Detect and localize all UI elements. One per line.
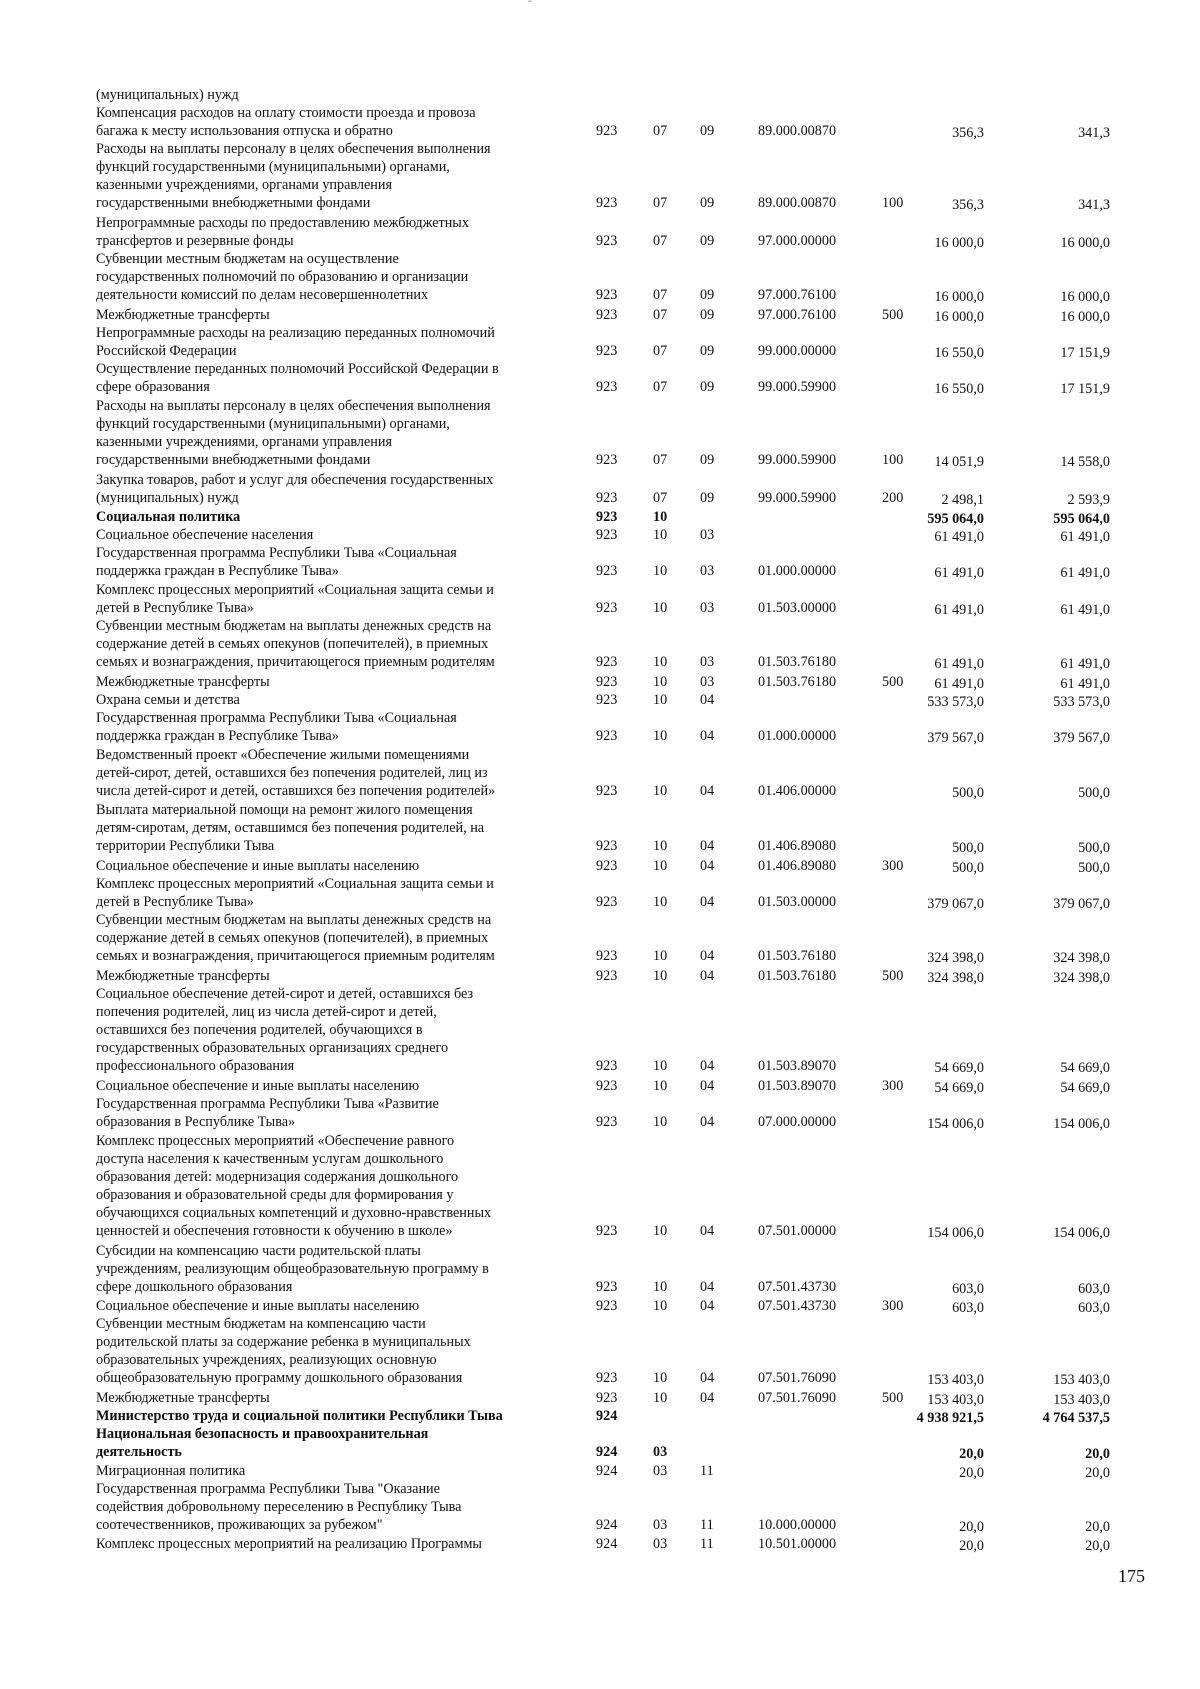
row-section-code: 10 [653,1114,668,1130]
row-target-article: 01.406.00000 [758,783,837,799]
row-name: Государственная программа Республики Тыва «Социальная поддержка граждан в Республике Тыва» [96,710,457,744]
row-name: Субвенции местным бюджетам на выплаты денежных средств на содержание детей в семьях опекунов (попечителей), в приемных семьях и вознаграждения, причитающегося приемным родителям [96,912,495,964]
row-amount-year1: 14 051,9 [934,454,984,470]
row-target-article: 01.503.00000 [758,600,837,616]
row-target-article: 99.000.59900 [758,490,837,506]
row-target-article: 07.501.43730 [758,1298,837,1314]
row-amount-year2: 154 006,0 [1053,1116,1110,1132]
row-section-code: 10 [653,1279,668,1295]
row-name: Социальное обеспечение детей-сирот и детей, оставшихся без попечения родителей, лиц из числа детей-сирот и детей, оставшихся без попечения родителей, обучающихся в государственных образовательных организациях среднего профессионального образования [96,986,474,1074]
row-admin-code: 923 [596,838,618,854]
row-amount-year2: 16 000,0 [1060,235,1110,251]
row-admin-code: 923 [596,858,618,874]
row-amount-year2: 61 491,0 [1060,676,1110,692]
scan-mark: ˆ [528,0,532,11]
row-target-article: 97.000.76100 [758,307,837,323]
row-admin-code: 924 [596,1517,618,1533]
row-amount-year2: 17 151,9 [1060,381,1110,397]
row-amount-year1: 356,3 [952,125,984,141]
row-amount-year1: 61 491,0 [934,565,984,581]
row-section-code: 10 [653,1078,668,1094]
row-subsection-code: 04 [700,1279,715,1295]
row-subsection-code: 09 [700,307,715,323]
row-amount-year2: 603,0 [1078,1281,1110,1297]
row-section-code: 07 [653,307,668,323]
row-section-code: 10 [653,858,668,874]
row-admin-code: 923 [596,307,618,323]
row-section-code: 10 [653,1223,668,1239]
row-amount-year1: 500,0 [952,860,984,876]
row-amount-year2: 500,0 [1078,785,1110,801]
row-expense-type: 200 [882,490,904,506]
row-amount-year1: 20,0 [959,1538,984,1554]
row-target-article: 99.000.59900 [758,452,837,468]
row-amount-year2: 54 669,0 [1060,1060,1110,1076]
row-target-article: 07.501.76090 [758,1370,837,1386]
row-section-code: 10 [653,674,668,690]
row-section-code: 10 [653,1298,668,1314]
row-target-article: 89.000.00870 [758,195,837,211]
row-subsection-code: 09 [700,379,715,395]
row-section-code: 10 [653,728,668,744]
row-section-code: 10 [653,692,668,708]
row-section-code: 10 [653,654,668,670]
row-amount-year2: 16 000,0 [1060,289,1110,305]
row-target-article: 07.501.00000 [758,1223,837,1239]
row-amount-year1: 500,0 [952,785,984,801]
row-subsection-code: 04 [700,1370,715,1386]
row-section-code: 07 [653,379,668,395]
row-amount-year1: 154 006,0 [927,1116,984,1132]
row-admin-code: 923 [596,948,618,964]
row-admin-code: 923 [596,563,618,579]
row-name: Социальное обеспечение и иные выплаты населению [96,1298,420,1314]
row-admin-code: 924 [596,1408,618,1424]
row-section-code: 10 [653,527,668,543]
row-subsection-code: 03 [700,674,715,690]
row-target-article: 97.000.76100 [758,287,837,303]
row-subsection-code: 04 [700,968,715,984]
row-amount-year1: 324 398,0 [927,950,984,966]
row-amount-year1: 61 491,0 [934,676,984,692]
row-amount-year2: 324 398,0 [1053,950,1110,966]
row-subsection-code: 04 [700,1078,715,1094]
row-expense-type: 300 [882,1298,904,1314]
row-name: Осуществление переданных полномочий Российской Федерации в сфере образования [96,361,499,395]
row-target-article: 01.503.89070 [758,1058,837,1074]
row-name: Закупка товаров, работ и услуг для обеспечения государственных (муниципальных) нужд [96,472,494,506]
row-amount-year1: 54 669,0 [934,1080,984,1096]
row-amount-year2: 324 398,0 [1053,970,1110,986]
row-name: Субсидии на компенсацию части родительской платы учреждениям, реализующим общеобразовательную программу в сфере дошкольного образования [96,1243,489,1295]
row-section-code: 03 [653,1463,668,1479]
row-amount-year2: 379 567,0 [1053,730,1110,746]
row-amount-year2: 61 491,0 [1060,602,1110,618]
row-amount-year1: 603,0 [952,1281,984,1297]
row-amount-year2: 20,0 [1085,1519,1110,1535]
row-name: Расходы на выплаты персоналу в целях обеспечения выполнения функций государственными (муниципальными) органами, казенными учреждениями, органами управления государственными внебюджетными фондами [96,398,491,468]
row-admin-code: 923 [596,1298,618,1314]
row-amount-year2: 379 067,0 [1053,896,1110,912]
row-amount-year1: 153 403,0 [927,1392,984,1408]
row-name: Миграционная политика [96,1463,246,1479]
row-admin-code: 923 [596,527,618,543]
row-amount-year1: 16 000,0 [934,235,984,251]
row-subsection-code: 03 [700,654,715,670]
row-amount-year2: 500,0 [1078,840,1110,856]
row-amount-year1: 16 000,0 [934,309,984,325]
row-admin-code: 923 [596,343,618,359]
row-name: Социальное обеспечение и иные выплаты населению [96,858,420,874]
row-admin-code: 923 [596,654,618,670]
row-subsection-code: 09 [700,490,715,506]
row-name: Компенсация расходов на оплату стоимости проезда и провоза багажа к месту использования отпуска и обратно [96,105,476,139]
row-amount-year1: 533 573,0 [927,694,984,710]
row-amount-year2: 603,0 [1078,1300,1110,1316]
row-admin-code: 923 [596,600,618,616]
row-target-article: 07.501.43730 [758,1279,837,1295]
row-subsection-code: 11 [700,1463,714,1479]
row-section-code: 07 [653,123,668,139]
row-amount-year1: 61 491,0 [934,656,984,672]
row-amount-year1: 16 550,0 [934,381,984,397]
row-target-article: 01.503.76180 [758,674,837,690]
row-subsection-code: 04 [700,692,715,708]
row-section-code: 07 [653,452,668,468]
row-name: Комплекс процессных мероприятий «Социальная защита семьи и детей в Республике Тыва» [96,876,494,910]
row-target-article: 07.000.00000 [758,1114,837,1130]
row-section-code: 07 [653,195,668,211]
row-section-code: 03 [653,1517,668,1533]
row-name: Межбюджетные трансферты [96,674,270,690]
row-admin-code: 923 [596,490,618,506]
row-admin-code: 923 [596,287,618,303]
page-number: 175 [1118,1566,1145,1586]
row-name: Комплекс процессных мероприятий «Социальная защита семьи и детей в Республике Тыва» [96,582,494,616]
row-amount-year1: 379 067,0 [927,896,984,912]
row-section-code: 10 [653,1370,668,1386]
row-name: Субвенции местным бюджетам на выплаты денежных средств на содержание детей в семьях опекунов (попечителей), в приемных семьях и вознаграждения, причитающегося приемным родителям [96,618,495,670]
row-name: Государственная программа Республики Тыва "Оказание содействия добровольному переселению в Республику Тыва соотечественников, проживающих за рубежом" [96,1481,462,1533]
row-subsection-code: 09 [700,287,715,303]
row-subsection-code: 04 [700,1390,715,1406]
row-amount-year1: 154 006,0 [927,1225,984,1241]
row-admin-code: 923 [596,1390,618,1406]
row-expense-type: 500 [882,968,904,984]
row-amount-year2: 153 403,0 [1053,1372,1110,1388]
row-amount-year2: 4 764 537,5 [1042,1410,1110,1426]
row-amount-year2: 16 000,0 [1060,309,1110,325]
row-name: Министерство труда и социальной политики Республики Тыва [96,1408,503,1424]
row-subsection-code: 04 [700,1114,715,1130]
row-amount-year1: 16 550,0 [934,345,984,361]
row-subsection-code: 04 [700,1058,715,1074]
row-amount-year2: 54 669,0 [1060,1080,1110,1096]
row-subsection-code: 03 [700,563,715,579]
row-name: Межбюджетные трансферты [96,307,270,323]
row-admin-code: 923 [596,509,618,525]
row-admin-code: 923 [596,894,618,910]
row-subsection-code: 09 [700,452,715,468]
row-admin-code: 923 [596,728,618,744]
row-amount-year1: 324 398,0 [927,970,984,986]
row-amount-year1: 603,0 [952,1300,984,1316]
row-name: Межбюджетные трансферты [96,968,270,984]
row-admin-code: 923 [596,674,618,690]
row-name: Межбюджетные трансферты [96,1390,270,1406]
row-amount-year1: 61 491,0 [934,529,984,545]
row-name: (муниципальных) нужд [96,87,239,103]
row-subsection-code: 04 [700,894,715,910]
row-admin-code: 923 [596,452,618,468]
row-admin-code: 923 [596,233,618,249]
row-amount-year2: 2 593,9 [1067,492,1110,508]
row-amount-year1: 4 938 921,5 [916,1410,984,1426]
row-name: Социальное обеспечение и иные выплаты населению [96,1078,420,1094]
row-name: Национальная безопасность и правоохранительная деятельность [96,1426,429,1460]
row-admin-code: 923 [596,123,618,139]
row-subsection-code: 03 [700,527,715,543]
row-amount-year2: 153 403,0 [1053,1392,1110,1408]
row-name: Непрограммные расходы по предоставлению межбюджетных трансфертов и резервные фонды [96,215,469,249]
row-target-article: 97.000.00000 [758,233,837,249]
row-amount-year1: 2 498,1 [941,492,984,508]
row-subsection-code: 09 [700,233,715,249]
row-admin-code: 924 [596,1444,618,1460]
row-section-code: 07 [653,233,668,249]
row-subsection-code: 04 [700,858,715,874]
row-amount-year1: 61 491,0 [934,602,984,618]
row-amount-year2: 533 573,0 [1053,694,1110,710]
row-amount-year2: 61 491,0 [1060,656,1110,672]
row-admin-code: 924 [596,1536,618,1552]
row-section-code: 10 [653,1390,668,1406]
row-expense-type: 100 [882,195,904,211]
row-amount-year2: 17 151,9 [1060,345,1110,361]
row-admin-code: 923 [596,692,618,708]
row-target-article: 01.503.76180 [758,948,837,964]
row-subsection-code: 04 [700,948,715,964]
row-name: Комплекс процессных мероприятий «Обеспечение равного доступа населения к качественным услугам дошкольного образования детей: модернизация содержания дошкольного образования и образовательной среды для формирования у обучающихся социальных компетенций и духовно-нравственных ценностей и обеспечения готовности к обучению в школе» [96,1133,492,1239]
row-admin-code: 923 [596,783,618,799]
row-admin-code: 923 [596,195,618,211]
row-expense-type: 100 [882,452,904,468]
row-admin-code: 923 [596,1114,618,1130]
row-section-code: 07 [653,287,668,303]
row-amount-year2: 154 006,0 [1053,1225,1110,1241]
row-expense-type: 300 [882,1078,904,1094]
row-section-code: 10 [653,1058,668,1074]
row-subsection-code: 04 [700,838,715,854]
row-target-article: 89.000.00870 [758,123,837,139]
row-admin-code: 923 [596,1058,618,1074]
row-subsection-code: 03 [700,600,715,616]
row-name: Государственная программа Республики Тыва «Социальная поддержка граждан в Республике Тыва» [96,545,457,579]
row-admin-code: 923 [596,1370,618,1386]
row-amount-year2: 61 491,0 [1060,529,1110,545]
row-admin-code: 923 [596,968,618,984]
row-name: Субвенции местным бюджетам на осуществление государственных полномочий по образованию и организации деятельности комиссий по делам несовершеннолетних [96,251,469,303]
row-amount-year1: 595 064,0 [927,511,984,527]
row-section-code: 07 [653,343,668,359]
row-amount-year1: 153 403,0 [927,1372,984,1388]
row-section-code: 10 [653,563,668,579]
row-amount-year1: 20,0 [959,1446,984,1462]
row-target-article: 99.000.59900 [758,379,837,395]
row-subsection-code: 04 [700,1223,715,1239]
row-amount-year2: 61 491,0 [1060,565,1110,581]
row-amount-year2: 20,0 [1085,1465,1110,1481]
row-subsection-code: 09 [700,195,715,211]
row-amount-year1: 356,3 [952,197,984,213]
row-name: Выплата материальной помощи на ремонт жилого помещения детям-сиротам, детям, оставшимся без попечения родителей, на территории Республики Тыва [96,802,485,854]
row-name: Расходы на выплаты персоналу в целях обеспечения выполнения функций государственными (муниципальными) органами, казенными учреждениями, органами управления государственными внебюджетными фондами [96,141,491,211]
row-amount-year2: 20,0 [1085,1538,1110,1554]
row-amount-year2: 14 558,0 [1060,454,1110,470]
row-section-code: 03 [653,1444,668,1460]
row-subsection-code: 09 [700,343,715,359]
row-target-article: 01.503.00000 [758,894,837,910]
row-amount-year2: 595 064,0 [1053,511,1110,527]
row-target-article: 01.000.00000 [758,728,837,744]
row-name: Социальная политика [96,509,241,525]
row-name: Непрограммные расходы на реализацию переданных полномочий Российской Федерации [96,325,495,359]
row-subsection-code: 04 [700,783,715,799]
row-admin-code: 923 [596,1223,618,1239]
row-section-code: 10 [653,948,668,964]
row-expense-type: 300 [882,858,904,874]
row-amount-year1: 20,0 [959,1465,984,1481]
row-target-article: 07.501.76090 [758,1390,837,1406]
row-admin-code: 924 [596,1463,618,1479]
row-admin-code: 923 [596,1279,618,1295]
row-amount-year1: 54 669,0 [934,1060,984,1076]
row-amount-year1: 379 567,0 [927,730,984,746]
row-target-article: 01.503.76180 [758,968,837,984]
row-section-code: 03 [653,1536,668,1552]
row-section-code: 10 [653,600,668,616]
row-subsection-code: 11 [700,1536,714,1552]
row-subsection-code: 11 [700,1517,714,1533]
row-section-code: 10 [653,968,668,984]
row-subsection-code: 09 [700,123,715,139]
row-amount-year2: 341,3 [1078,125,1110,141]
row-target-article: 01.406.89080 [758,838,837,854]
row-amount-year1: 16 000,0 [934,289,984,305]
row-name: Социальное обеспечение населения [96,527,314,543]
row-name: Субвенции местным бюджетам на компенсацию части родительской платы за содержание ребенка в муниципальных образовательных учреждениях, реализующих основную общеобразовательную программу дошкольного образования [96,1316,471,1386]
row-amount-year2: 20,0 [1085,1446,1110,1462]
row-subsection-code: 04 [700,1298,715,1314]
row-subsection-code: 04 [700,728,715,744]
row-section-code: 10 [653,509,668,525]
row-target-article: 10.501.00000 [758,1536,837,1552]
row-amount-year1: 500,0 [952,840,984,856]
row-name: Государственная программа Республики Тыва «Развитие образования в Республике Тыва» [96,1096,439,1130]
row-amount-year2: 500,0 [1078,860,1110,876]
row-section-code: 10 [653,838,668,854]
row-target-article: 01.000.00000 [758,563,837,579]
row-target-article: 01.503.76180 [758,654,837,670]
row-expense-type: 500 [882,674,904,690]
row-section-code: 10 [653,783,668,799]
row-target-article: 10.000.00000 [758,1517,837,1533]
row-name: Ведомственный проект «Обеспечение жилыми помещениями детей-сирот, детей, оставшихся без попечения родителей, лиц из числа детей-сирот и детей, оставшихся без попечения родителей» [96,747,496,799]
row-name: Комплекс процессных мероприятий на реализацию Программы [96,1536,482,1552]
row-section-code: 10 [653,894,668,910]
row-expense-type: 500 [882,307,904,323]
row-admin-code: 923 [596,379,618,395]
row-amount-year1: 20,0 [959,1519,984,1535]
row-admin-code: 923 [596,1078,618,1094]
row-amount-year2: 341,3 [1078,197,1110,213]
row-name: Охрана семьи и детства [96,692,240,708]
row-section-code: 07 [653,490,668,506]
row-target-article: 99.000.00000 [758,343,837,359]
row-target-article: 01.406.89080 [758,858,837,874]
row-target-article: 01.503.89070 [758,1078,837,1094]
row-expense-type: 500 [882,1390,904,1406]
